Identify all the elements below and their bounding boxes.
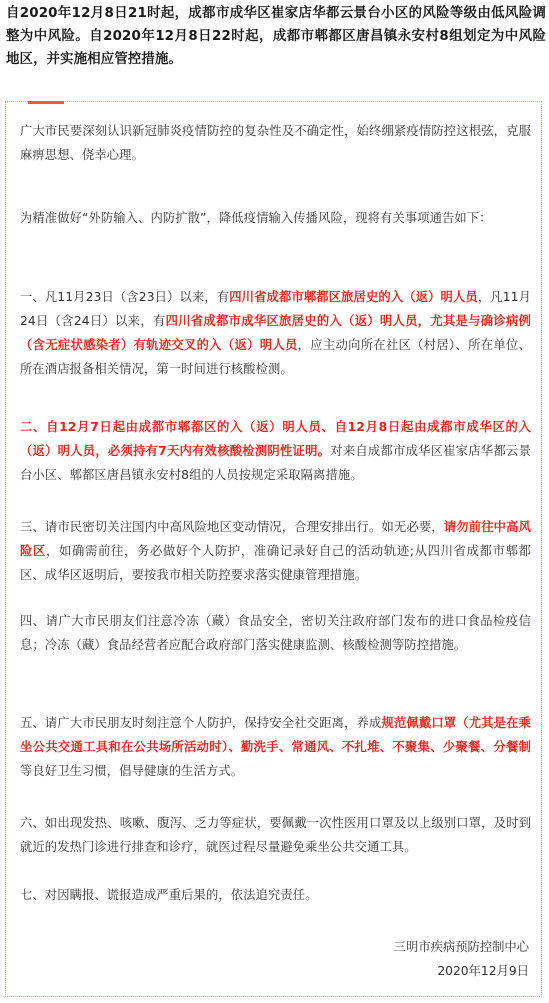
purpose-paragraph: 为精准做好“外防输入、内防扩散”，降低疫情输入传播风险，现将有关事项通告如下： — [20, 211, 492, 225]
item-2-text: 对来自成都市成华区崔家店华都云景台小区、郫都区唐昌镇永安村8组的人员按规定采取隔离措施。 — [20, 444, 531, 482]
item-5-text-b: 等良好卫生习惯，倡导健康的生活方式。 — [20, 764, 244, 778]
item-5-highlight: 规范佩戴口罩（尤其是在乘坐公共交通工具和在公共场所活动时）、勤洗手、常通风、不扎堆、不聚集、少聚餐、分餐制 — [20, 716, 531, 754]
item-2-highlight: 二、自12月7日起由成都市郫都区的入（返）明人员、自12月8日起由成都市成华区的入（返）明人员，必须持有7天内有效核酸检测阴性证明。 — [20, 420, 531, 458]
issuer: 三明市疾病预防控制中心 — [393, 940, 529, 954]
headline: 自2020年12月8日21时起，成都市成华区崔家店华都云景台小区的风险等级由低风险调整为中风险。自2020年12月8日22时起，成都市郫都区唐昌镇永安村8组划定为中风险地区，并实施相应管控措施。 — [6, 6, 546, 67]
item-1-highlight-b: 四川省成都市成华区旅居史的入（返）明人员，尤其是与确诊病例（含无症状感染者）有轨迹交叉的入（返）明人员 — [20, 314, 531, 352]
item-1 — [20, 285, 531, 381]
item-1-text-a: 一、凡11月23日（含23日）以来，有 — [20, 290, 230, 304]
item-1-text-b: ，凡11月24日（含24日）以来，有 — [20, 290, 531, 328]
item-5 — [20, 711, 531, 783]
item-6: 六、如出现发热、咳嗽、腹泻、乏力等症状，要佩戴一次性医用口罩及以上级别口罩，及时到就近的发热门诊进行排查和诊疗，就医过程尽量避免乘坐公共交通工具。 — [20, 816, 531, 854]
item-7: 七、对因瞒报、谎报造成严重后果的，依法追究责任。 — [20, 888, 318, 902]
item-4: 四、请广大市民朋友们注意冷冻（藏）食品安全，密切关注政府部门发布的进口食品检疫信息；冷冻（藏）食品经营者应配合政府部门落实健康监测、核酸检测等防控措施。 — [20, 614, 531, 652]
item-3-highlight: 请勿前往中高风险区 — [20, 520, 531, 558]
item-1-text-c: ，应主动向所在社区（村居）、所在单位、所在酒店报备相关情况，第一时间进行核酸检测。 — [20, 338, 531, 376]
item-5-text-a: 五、请广大市民朋友时刻注意个人防护，保持安全社交距离，养成 — [20, 716, 382, 730]
item-3-text-b: ，如确需前往，务必做好个人防护，准确记录好自己的活动轨迹;从四川省成都市郫都区、成华区返明后，要按我市相关防控要求落实健康管理措施。 — [20, 544, 532, 582]
item-2 — [20, 415, 531, 487]
item-1-highlight-a: 四川省成都市郫都区旅居史的入（返）明人员 — [229, 290, 478, 304]
issue-date: 2020年12月9日 — [437, 964, 529, 978]
item-3-text-a: 三、请市民密切关注国内中高风险地区变动情况，合理安排出行。如无必要， — [20, 520, 444, 534]
accent-bar — [28, 101, 64, 104]
item-3 — [20, 515, 531, 587]
intro-paragraph: 广大市民要深刻认识新冠肺炎疫情防控的复杂性及不确定性，始终绷紧疫情防控这根弦，克服麻痹思想、侥幸心理。 — [20, 124, 531, 162]
